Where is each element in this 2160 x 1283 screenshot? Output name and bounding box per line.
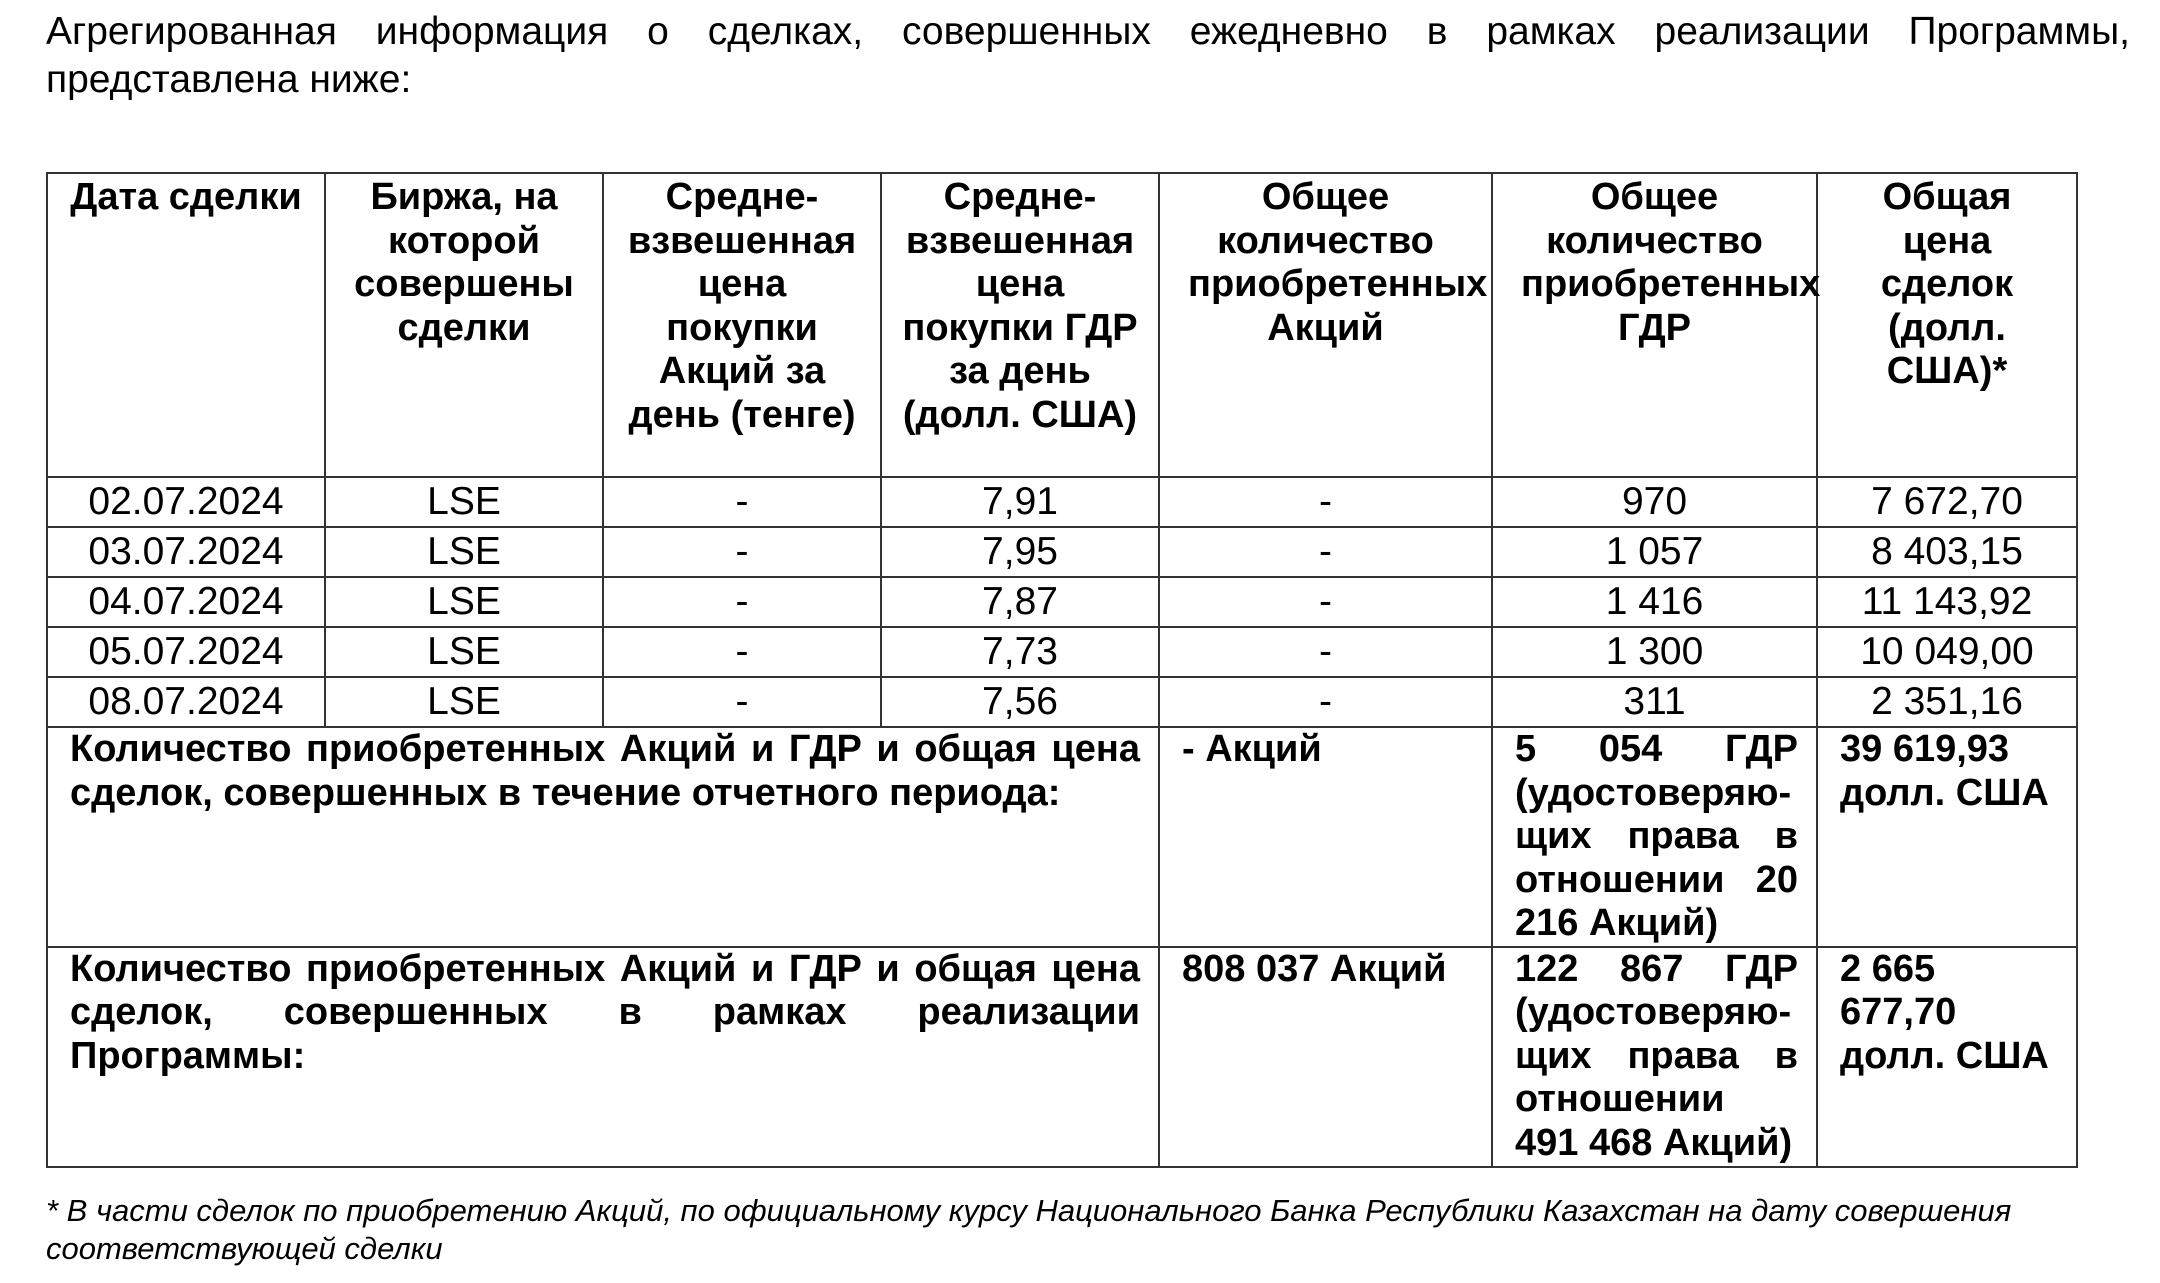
cell-share-price: - <box>603 677 881 727</box>
header-date: Дата сделки <box>47 173 325 477</box>
header-gdr-qty: Общее количество приобретенных ГДР <box>1492 173 1817 477</box>
deals-table <box>46 172 2078 1168</box>
summary-program-gdr: 122 867 ГДР (удостоверяю-щих права в отношении 491 468 Акций) <box>1492 947 1817 1167</box>
cell-gdr-price: 7,87 <box>881 577 1159 627</box>
header-total: Общая цена сделок (долл. США)* <box>1817 173 2077 477</box>
summary-period-shares: - Акций <box>1159 727 1492 947</box>
table-row <box>47 527 2077 577</box>
cell-exchange: LSE <box>325 577 603 627</box>
cell-date: 02.07.2024 <box>47 477 325 527</box>
summary-row-program <box>47 947 2077 1167</box>
summary-period-gdr: 5 054 ГДР (удостоверяю-щих права в отношении 20 216 Акций) <box>1492 727 1817 947</box>
cell-share-price: - <box>603 527 881 577</box>
cell-shares-qty: - <box>1159 677 1492 727</box>
cell-gdr-qty: 1 057 <box>1492 527 1817 577</box>
table-header-row <box>47 173 2077 477</box>
cell-date: 03.07.2024 <box>47 527 325 577</box>
cell-total: 2 351,16 <box>1817 677 2077 727</box>
cell-share-price: - <box>603 627 881 677</box>
cell-shares-qty: - <box>1159 477 1492 527</box>
summary-period-total: 39 619,93 долл. США <box>1817 727 2077 947</box>
footnote: * В части сделок по приобретению Акций, по официальному курсу Национального Банка Республики Казахстан на дату совершения соответствующей сделки <box>46 1193 2012 1266</box>
cell-share-price: - <box>603 577 881 627</box>
cell-total: 7 672,70 <box>1817 477 2077 527</box>
header-gdr-price: Средне-взвешенная цена покупки ГДР за день (долл. США) <box>881 173 1159 477</box>
cell-total: 8 403,15 <box>1817 527 2077 577</box>
cell-shares-qty: - <box>1159 577 1492 627</box>
cell-date: 04.07.2024 <box>47 577 325 627</box>
summary-program-total: 2 665 677,70 долл. США <box>1817 947 2077 1167</box>
cell-total: 10 049,00 <box>1817 627 2077 677</box>
cell-date: 05.07.2024 <box>47 627 325 677</box>
cell-exchange: LSE <box>325 477 603 527</box>
summary-period-label: Количество приобретенных Акций и ГДР и общая цена сделок, совершенных в течение отчетного периода: <box>47 727 1159 947</box>
cell-date: 08.07.2024 <box>47 677 325 727</box>
cell-share-price: - <box>603 477 881 527</box>
summary-row-period <box>47 727 2077 947</box>
cell-exchange: LSE <box>325 527 603 577</box>
table-row <box>47 577 2077 627</box>
cell-gdr-price: 7,95 <box>881 527 1159 577</box>
table-row <box>47 677 2077 727</box>
cell-exchange: LSE <box>325 677 603 727</box>
summary-program-shares: 808 037 Акций <box>1159 947 1492 1167</box>
cell-gdr-price: 7,56 <box>881 677 1159 727</box>
cell-shares-qty: - <box>1159 627 1492 677</box>
header-shares-qty: Общее количество приобретенных Акций <box>1159 173 1492 477</box>
cell-gdr-price: 7,91 <box>881 477 1159 527</box>
cell-total: 11 143,92 <box>1817 577 2077 627</box>
cell-gdr-qty: 311 <box>1492 677 1817 727</box>
cell-gdr-qty: 1 300 <box>1492 627 1817 677</box>
header-exchange: Биржа, на которой совершены сделки <box>325 173 603 477</box>
cell-exchange: LSE <box>325 627 603 677</box>
table-row <box>47 477 2077 527</box>
table-row <box>47 627 2077 677</box>
summary-program-label: Количество приобретенных Акций и ГДР и общая цена сделок, совершенных в рамках реализации Программы: <box>47 947 1159 1167</box>
cell-shares-qty: - <box>1159 527 1492 577</box>
intro-paragraph: Агрегированная информация о сделках, совершенных ежедневно в рамках реализации Программы, представлена ниже: <box>46 10 2130 101</box>
cell-gdr-qty: 970 <box>1492 477 1817 527</box>
cell-gdr-price: 7,73 <box>881 627 1159 677</box>
header-share-price: Средне-взвешенная цена покупки Акций за день (тенге) <box>603 173 881 477</box>
cell-gdr-qty: 1 416 <box>1492 577 1817 627</box>
